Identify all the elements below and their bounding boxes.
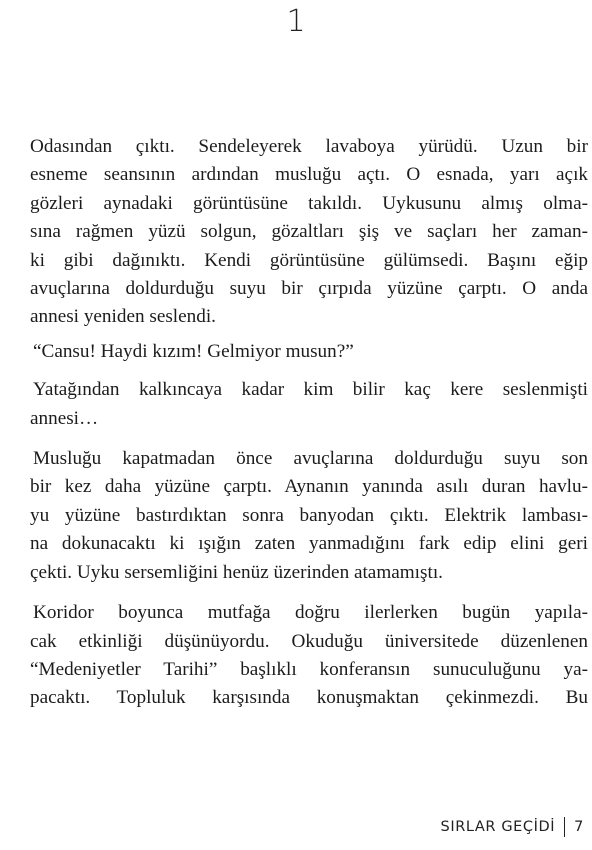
running-title: SIRLAR GEÇİDİ: [440, 819, 556, 835]
text-line: çekti. Uyku sersemliğini henüz üzerinden atamamıştı.: [30, 561, 443, 583]
text-line: Koridor boyunca mutfağa doğru ilerlerken bugün yapıla-: [33, 602, 588, 624]
text-line: esneme seansının ardından musluğu açtı. O esnada, yarı açık: [30, 164, 588, 186]
paragraph: [30, 599, 588, 713]
text-line: gözleri aynadaki görüntüsüne takıldı. Uykusunu almış olma-: [30, 192, 588, 214]
text-line: cak etkinliği düşünüyordu. Okuduğu üniversitede düzenlenen: [30, 630, 588, 652]
page-number: 7: [574, 819, 584, 835]
text-line: pacaktı. Topluluk karşısında konuşmaktan çekinmezdi. Bu: [30, 687, 588, 709]
text-line: annesi…: [30, 407, 99, 429]
text-line: na dokunacaktı ki ışığın zaten yanmadığını fark edip elini geri: [30, 533, 588, 555]
text-line: Yatağından kalkıncaya kadar kim bilir kaç kere seslenmişti: [33, 379, 588, 401]
text-line: avuçlarına doldurduğu suyu bir çırpıda yüzüne çarptı. O anda: [30, 278, 588, 300]
text-line: “Medeniyetler Tarihi” başlıklı konferansın sunuculuğunu ya-: [30, 658, 588, 680]
page-footer: [441, 817, 584, 837]
text-line: annesi yeniden seslendi.: [30, 306, 216, 328]
text-line: yu yüzüne bastırdıktan sonra banyodan çıktı. Elektrik lambası-: [30, 504, 588, 526]
text-line: ki gibi dağınıktı. Kendi görüntüsüne gülümsedi. Başını eğip: [30, 249, 588, 271]
paragraph: [30, 376, 588, 433]
body-text: [30, 133, 588, 713]
paragraph: [30, 338, 588, 366]
text-line: “Cansu! Haydi kızım! Gelmiyor musun?”: [33, 340, 354, 362]
paragraph: [30, 133, 588, 332]
text-line: sına rağmen yüzü solgun, gözaltları şiş ve saçları her zaman-: [30, 221, 588, 243]
text-line: Musluğu kapatmadan önce avuçlarına doldurduğu suyu son: [33, 448, 588, 470]
chapter-number: 1: [286, 4, 306, 39]
paragraph: [30, 445, 588, 587]
footer-divider: [564, 817, 565, 837]
text-line: Odasından çıktı. Sendeleyerek lavaboya yürüdü. Uzun bir: [30, 136, 588, 157]
text-line: bir kez daha yüzüne çarptı. Aynanın yanında asılı duran havlu-: [30, 476, 588, 498]
